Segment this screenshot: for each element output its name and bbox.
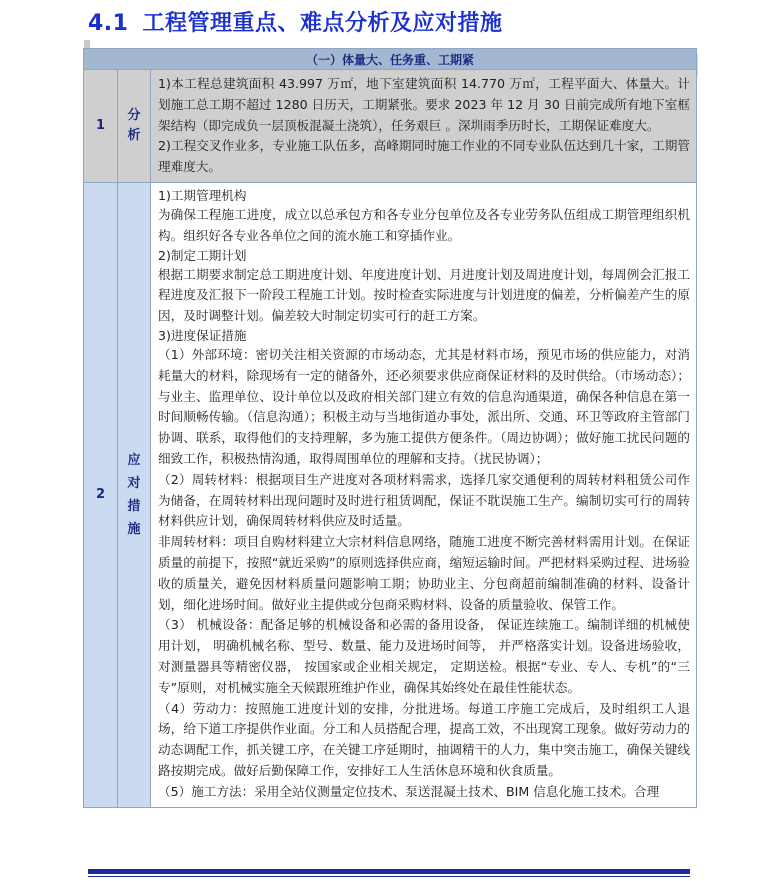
paragraph: 为确保工程施工进度，成立以总承包方和各专业分包单位及各专业劳务队伍组成工期管理组织机构。组织好各专业各单位之间的流水施工和穿插作业。 [158, 206, 690, 243]
subheading: 1)工期管理机构 [158, 187, 247, 203]
section-title [88, 6, 503, 37]
row-label [118, 70, 151, 183]
table-header: （一）体量大、任务重、工期紧 [84, 49, 697, 70]
row-index: 1 [84, 70, 118, 183]
row-label-text: 分析 [127, 107, 141, 143]
row-label [118, 182, 151, 807]
footer-rule [88, 869, 690, 874]
paragraph: （2）周转材料：根据项目生产进度对各项材料需求，选择几家交通便利的周转材料租赁公司作为储备，在周转材料出现问题时及时进行租赁调配，保证不耽误施工生产。编制切实可行的周转材料供应计划，确保周转材料供应及时适量。 [158, 471, 690, 529]
paragraph: 非周转材料：项目自购材料建立大宗材料信息网络，随施工进度不断完善材料需用计划。在保证质量的前提下，按照“就近采购”的原则选择供应商，缩短运输时间。严把材料采购过程、进场验收的质量关，避免因材料质量问题影响工期；协助业主、分包商超前编制准确的材料、设备计划，细化进场时间。做好业主提供或分包商采购材料、设备的质量验收、保管工作。 [158, 534, 690, 612]
row-content [151, 182, 697, 807]
paragraph: （5）施工方法：采用全站仪测量定位技术、泵送混凝土技术、BIM 信息化施工技术。合理 [158, 783, 660, 799]
section-number: 4.1 [88, 11, 129, 36]
footer-rule-thin [88, 876, 690, 877]
paragraph: （1）外部环境：密切关注相关资源的市场动态，尤其是材料市场，预见市场的供应能力，对消耗量大的材料，除现场有一定的储备外，还必须要求供应商保证材料的及时供给。（市场动态）；与业主、监理单位、设计单位以及政府相关部门建立有效的信息沟通渠道，确保各种信息在第一时间顺畅传输。（信息沟通）；积极主动与当地街道办事处，派出所、交通、环卫等政府主管部门协调、联系，取得他们的支持理解，多为施工提供方便条件。（周边协调）；做好施工扰民问题的细致工作，积极热情沟通，取得周围单位的理解和支持。（扰民协调）； [158, 346, 690, 466]
table-row [84, 182, 697, 807]
measures-table [83, 48, 697, 808]
row-index: 2 [84, 182, 118, 807]
paragraph: （4）劳动力：按照施工进度计划的安排，分批进场。每道工序施工完成后，及时组织工人退场，给下道工序提供作业面。分工和人员搭配合理，提高工效，不出现窝工现象。做好劳动力的动态调配工作，抓关键工序，在关键工序延期时，抽调精干的人力，集中突击施工，确保关键线路按期完成。做好后勤保障工作，安排好工人生活休息环境和伙食质量。 [158, 700, 690, 778]
paragraph: 2)工程交叉作业多，专业施工队伍多，高峰期同时施工作业的不同专业队伍达到几十家，工期管理难度大。 [158, 138, 690, 175]
table-row [84, 70, 697, 183]
paragraph: 根据工期要求制定总工期进度计划、年度进度计划、月进度计划及周进度计划，每周例会汇报工程进度及汇报下一阶段工程施工计划。按时检查实际进度与计划进度的偏差，分析偏差产生的原因，及时调整计划。偏差较大时制定切实可行的赶工方案。 [158, 266, 690, 324]
subheading: 2)制定工期计划 [158, 247, 247, 263]
table-header-row [84, 49, 697, 70]
row-content [151, 70, 697, 183]
section-title-text: 工程管理重点、难点分析及应对措施 [142, 11, 503, 36]
paragraph: 1)本工程总建筑面积 43.997 万㎡，地下室建筑面积 14.770 万㎡，工程平面大、体量大。计划施工总工期不超过 1280 日历天，工期紧张。要求 2023 年 12 月 30 日前完成所有地下室框架结构（即完成负一层顶板混凝土浇筑），任务艰巨 。深圳雨季历时长，工期保证难度大。 [158, 76, 690, 133]
paragraph: （3） 机械设备：配备足够的机械设备和必需的备用设备， 保证连续施工。编制详细的机械使用计划， 明确机械名称、型号、数量、能力及进场时间等， 并严格落实计划。设备进场验收， 对测量器具等精密仪器， 按国家或企业相关规定， 定期送检。根据“专业、专人、专机”的“三专”原则，对机械实施全天候跟班维护作业，确保其始终处在最佳性能状态。 [158, 617, 690, 695]
subheading: 3)进度保证措施 [158, 327, 247, 343]
row-label-text: 应对措施 [127, 452, 141, 537]
